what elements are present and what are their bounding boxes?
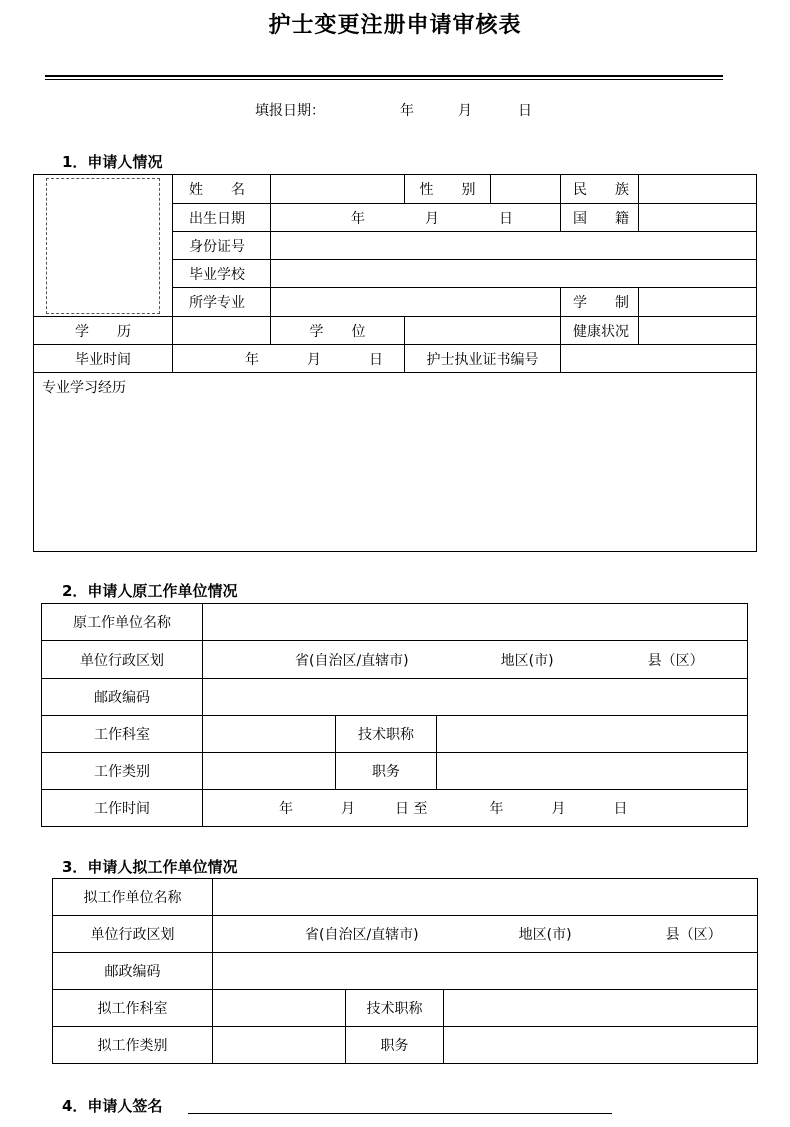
header-rule-thin (45, 79, 723, 80)
id-number-label: 身份证号 (173, 232, 271, 260)
orig-tech-title-label: 技术职称 (336, 716, 437, 753)
major-label: 所学专业 (173, 288, 271, 317)
target-postal-field[interactable] (213, 953, 758, 990)
health-field[interactable] (639, 317, 757, 345)
orig-admin-region-field[interactable]: 省(自治区/直辖市) 地区(市) 县（区） (203, 641, 748, 679)
ethnicity-field[interactable] (639, 175, 757, 204)
target-work-type-field[interactable] (213, 1027, 346, 1064)
study-experience-label: 专业学习经历 (42, 380, 126, 396)
target-tech-title-label: 技术职称 (346, 990, 444, 1027)
target-department-field[interactable] (213, 990, 346, 1027)
grad-time-field[interactable]: 年 月 日 (173, 345, 405, 373)
name-field[interactable] (271, 175, 405, 204)
degree-field[interactable] (405, 317, 561, 345)
study-length-field[interactable] (639, 288, 757, 317)
orig-work-type-label: 工作类别 (42, 753, 203, 790)
school-label: 毕业学校 (173, 260, 271, 288)
nationality-label: 国 籍 (561, 204, 639, 232)
target-unit-name-field[interactable] (213, 879, 758, 916)
target-department-label: 拟工作科室 (53, 990, 213, 1027)
target-unit-table (52, 878, 758, 1064)
gender-label: 性 别 (405, 175, 491, 204)
nationality-field[interactable] (639, 204, 757, 232)
license-no-label: 护士执业证书编号 (405, 345, 561, 373)
section3-title: 3．申请人拟工作单位情况 (62, 858, 238, 876)
signature-line[interactable] (188, 1113, 612, 1114)
fill-date-year: 年 (400, 103, 414, 119)
orig-position-label: 职务 (336, 753, 437, 790)
target-unit-name-label: 拟工作单位名称 (53, 879, 213, 916)
target-admin-region-field[interactable]: 省(自治区/直辖市) 地区(市) 县（区） (213, 916, 758, 953)
section1-title: 1．申请人情况 (62, 153, 163, 171)
target-position-field[interactable] (444, 1027, 758, 1064)
target-tech-title-field[interactable] (444, 990, 758, 1027)
orig-position-field[interactable] (437, 753, 748, 790)
target-postal-label: 邮政编码 (53, 953, 213, 990)
orig-postal-field[interactable] (203, 679, 748, 716)
study-experience-field[interactable] (34, 373, 757, 552)
grad-time-label: 毕业时间 (34, 345, 173, 373)
major-field[interactable] (271, 288, 561, 317)
target-position-label: 职务 (346, 1027, 444, 1064)
photo-cell[interactable] (34, 175, 173, 317)
name-label: 姓 名 (173, 175, 271, 204)
fill-date-day: 日 (518, 103, 532, 119)
orig-tech-title-field[interactable] (437, 716, 748, 753)
id-number-field[interactable] (271, 232, 757, 260)
ethnicity-label: 民 族 (561, 175, 639, 204)
original-unit-table (41, 603, 748, 827)
degree-label: 学 位 (271, 317, 405, 345)
section2-title: 2．申请人原工作单位情况 (62, 582, 238, 600)
header-rule-thick (45, 75, 723, 77)
birth-date-field[interactable]: 年 月 日 (271, 204, 561, 232)
fill-date-label: 填报日期： (255, 103, 325, 119)
orig-work-time-field[interactable]: 年 月 日 至 年 月 日 (203, 790, 748, 827)
orig-unit-name-label: 原工作单位名称 (42, 604, 203, 641)
orig-department-label: 工作科室 (42, 716, 203, 753)
birth-date-label: 出生日期 (173, 204, 271, 232)
orig-department-field[interactable] (203, 716, 336, 753)
license-no-field[interactable] (561, 345, 757, 373)
education-field[interactable] (173, 317, 271, 345)
fill-date-month: 月 (458, 103, 472, 119)
study-length-label: 学 制 (561, 288, 639, 317)
gender-field[interactable] (491, 175, 561, 204)
target-work-type-label: 拟工作类别 (53, 1027, 213, 1064)
target-admin-region-label: 单位行政区划 (53, 916, 213, 953)
orig-unit-name-field[interactable] (203, 604, 748, 641)
education-label: 学 历 (34, 317, 173, 345)
orig-admin-region-label: 单位行政区划 (42, 641, 203, 679)
page-title: 护士变更注册申请审核表 (268, 13, 522, 38)
applicant-info-table (33, 174, 757, 552)
orig-postal-label: 邮政编码 (42, 679, 203, 716)
photo-placeholder (46, 178, 160, 314)
section4-title: 4．申请人签名 (62, 1097, 163, 1115)
orig-work-type-field[interactable] (203, 753, 336, 790)
school-field[interactable] (271, 260, 757, 288)
health-label: 健康状况 (561, 317, 639, 345)
orig-work-time-label: 工作时间 (42, 790, 203, 827)
